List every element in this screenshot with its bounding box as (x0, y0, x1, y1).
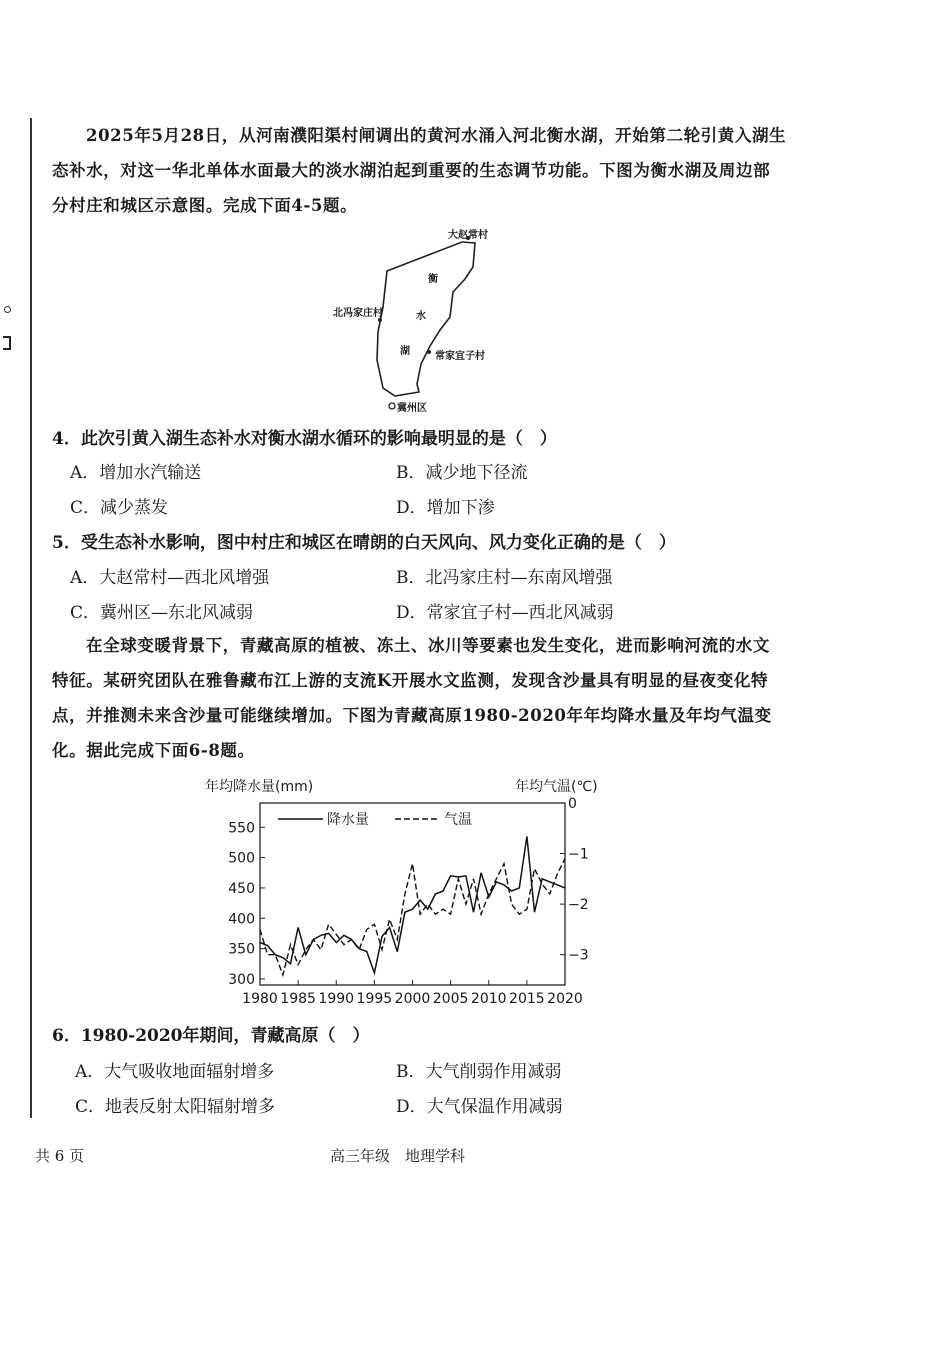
question-6-option-d: D．大气保温作用减弱 (396, 1097, 563, 1117)
precipitation-series-line (260, 836, 565, 973)
footer-subject: 高三年级 地理学科 (330, 1147, 466, 1165)
question-5-option-c: C．冀州区—东北风减弱 (70, 603, 254, 623)
y-right-tick-label: 0 (568, 796, 577, 812)
question-6-option-a: A．大气吸收地面辐射增多 (75, 1062, 275, 1082)
y-right-tick-label: −2 (568, 897, 589, 914)
footer-page-count: 共 6 页 (35, 1147, 85, 1165)
legend-temp-label: 气温 (444, 812, 472, 828)
question-4-option-d: D．增加下渗 (396, 498, 495, 518)
y-axis-right-label: 年均气温(℃) (515, 779, 598, 795)
y-axis-left-label: 年均降水量(mm) (205, 779, 314, 795)
question-5-option-a: A．大赵常村—西北风增强 (70, 568, 270, 588)
city-jizhou-label: 冀州区 (397, 403, 427, 414)
x-tick-label: 1985 (280, 991, 316, 1007)
question-6-stem: 6．1980-2020年期间，青藏高原（ ） (52, 1026, 370, 1046)
question-5-option-b: B．北冯家庄村—东南风增强 (396, 568, 613, 588)
y-right-tick-label: −3 (568, 947, 589, 964)
plot-frame (260, 803, 565, 985)
y-right-tick-label: −1 (568, 846, 589, 863)
passage-2-text: 在全球变暖背景下，青藏高原的植被、冻土、冰川等要素也发生变化，进而影响河流的水文特征。某研究团队在雅鲁藏布江上游的支流K开展水文监测，发现含沙量具有明显的昼夜变化特点，并推测未来含沙量可能继续增加。下图为青藏高原1980-2020年年均降水量及年均气温变化。据此完成下面6-8题。 (52, 636, 772, 760)
margin-line (30, 118, 32, 1118)
city-jizhou-dot (389, 403, 395, 409)
question-6-option-b: B．大气削弱作用减弱 (396, 1062, 562, 1082)
x-tick-label: 2000 (394, 991, 431, 1007)
y-left-tick-label: 300 (228, 971, 255, 988)
y-left-tick-label: 350 (228, 941, 255, 958)
village-dazhaochang-label: 大赵常村 (448, 230, 488, 241)
climate-chart (195, 770, 625, 1010)
question-5-option-d: D．常家宜子村—西北风减弱 (396, 603, 614, 623)
x-tick-label: 2015 (509, 991, 545, 1007)
x-tick-label: 2010 (470, 991, 507, 1007)
passage-2 (52, 628, 787, 768)
passage-1-text: 2025年5月28日，从河南濮阳渠村闸调出的黄河水涌入河北衡水湖，开始第二轮引黄入湖生态补水，对这一华北单体水面最大的淡水湖泊起到重要的生态调节功能。下图为衡水湖及周边部分村庄和城区示意图。完成下面4-5题。 (52, 126, 787, 215)
temperature-series-line (260, 859, 565, 975)
question-4-option-b: B．减少地下径流 (396, 463, 528, 483)
y-left-tick-label: 500 (228, 850, 255, 867)
binding-mark (3, 336, 11, 350)
question-4-option-a: A．增加水汽输送 (70, 463, 202, 483)
village-changjiayizi-dot (427, 350, 431, 354)
legend-precip-label: 降水量 (327, 812, 369, 828)
village-beifengjiazhuang-label: 北冯家庄村 (333, 308, 383, 319)
binding-mark (4, 306, 11, 313)
lake-map (325, 222, 505, 417)
x-tick-label: 1990 (318, 991, 355, 1007)
lake-outline (377, 242, 475, 396)
question-6-option-c: C．地表反射太阳辐射增多 (75, 1097, 276, 1117)
village-changjiayizi-label: 常家宜子村 (435, 351, 485, 362)
x-tick-label: 2005 (432, 991, 469, 1007)
x-tick-label: 2020 (547, 991, 583, 1007)
question-4-stem: 4．此次引黄入湖生态补水对衡水湖水循环的影响最明显的是（ ） (52, 429, 557, 449)
y-left-tick-label: 400 (228, 911, 255, 928)
lake-name-char-2: 水 (416, 311, 426, 322)
lake-name-char-1: 衡 (428, 274, 438, 285)
y-left-tick-label: 550 (228, 820, 255, 837)
lake-name-char-3: 湖 (400, 346, 410, 357)
y-left-tick-label: 450 (228, 880, 255, 897)
question-5-stem: 5．受生态补水影响，图中村庄和城区在晴朗的白天风向、风力变化正确的是（ ） (52, 533, 676, 553)
passage-1 (52, 118, 787, 223)
x-tick-label: 1995 (356, 991, 393, 1007)
x-tick-label: 1980 (242, 991, 278, 1007)
question-4-option-c: C．减少蒸发 (70, 498, 169, 518)
